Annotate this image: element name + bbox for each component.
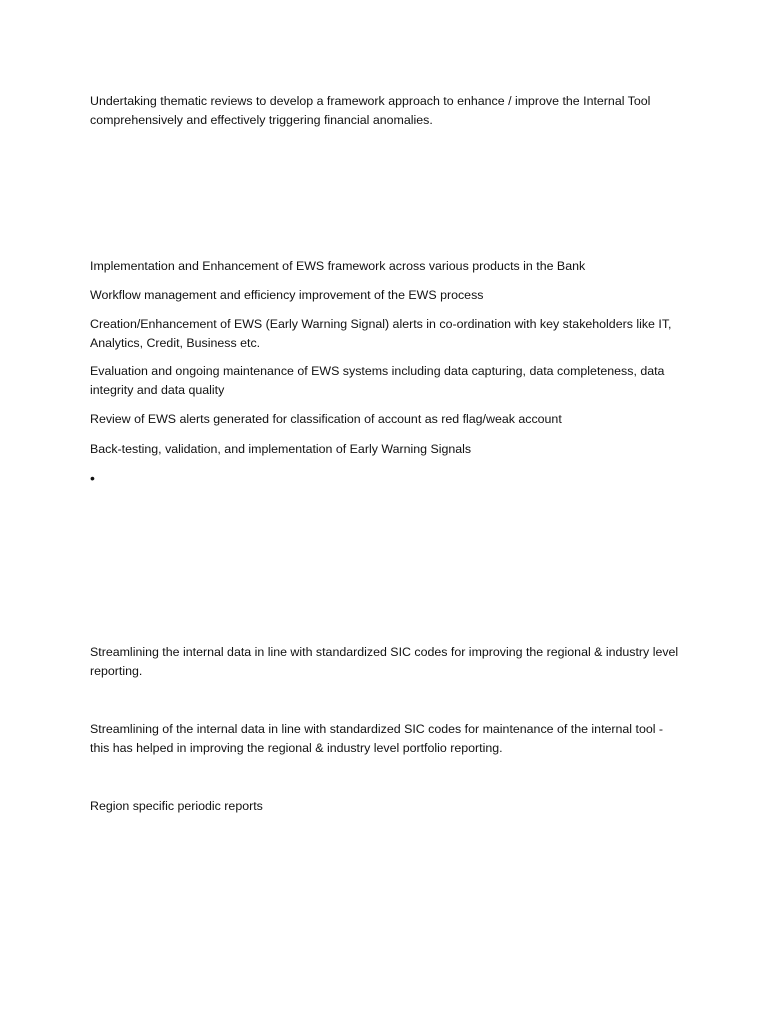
paragraph-sic-streamlining: Streamlining the internal data in line with standardized SIC codes for improving the regional & industry level reporting. bbox=[90, 645, 679, 678]
paragraph-region-reports: Region specific periodic reports bbox=[90, 799, 263, 813]
paragraph-sic-maintenance: Streamlining of the internal data in line with standardized SIC codes for maintenance of the internal tool - this has helped in improving the regional & industry level portfolio reporting. bbox=[90, 722, 664, 755]
paragraph-ews-alerts-creation: Creation/Enhancement of EWS (Early Warning Signal) alerts in co-ordination with key stakeholders like IT, Analytics, Credit, Business etc. bbox=[90, 317, 672, 350]
paragraph-ews-evaluation: Evaluation and ongoing maintenance of EWS systems including data capturing, data completeness, data integrity and data quality bbox=[90, 364, 665, 397]
bullet-point: • bbox=[90, 470, 95, 486]
paragraph-back-testing: Back-testing, validation, and implementation of Early Warning Signals bbox=[90, 442, 472, 456]
paragraph-ews-implementation: Implementation and Enhancement of EWS framework across various products in the Bank bbox=[90, 259, 586, 273]
paragraph-workflow-management: Workflow management and efficiency improvement of the EWS process bbox=[90, 288, 484, 302]
paragraph-ews-alerts-review: Review of EWS alerts generated for classification of account as red flag/weak account bbox=[90, 412, 562, 426]
paragraph-thematic-reviews: Undertaking thematic reviews to develop a framework approach to enhance / improve the Internal Tool comprehensively and effectively triggering financial anomalies. bbox=[90, 94, 651, 127]
